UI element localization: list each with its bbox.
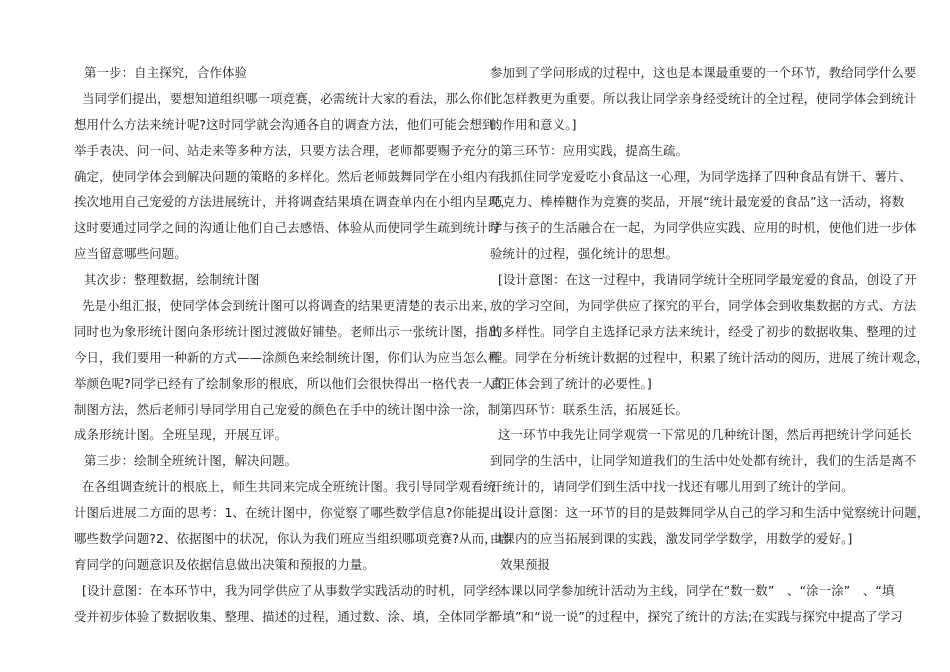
text-line: 这一环节中我先让同学观赏一下常见的几种统计图，然后再把统计学问延长	[498, 427, 912, 443]
text-line: [设计意图：这一环节的目的是鼓舞同学从自己的学习和生活中觉察统计问题，	[498, 505, 930, 521]
text-line: 这时要通过同学之间的沟通让他们自己去感悟、体验从而使同学生疏到统计时	[74, 220, 501, 236]
text-line: 成条形统计图。全班呈现，开展互评。	[74, 427, 288, 443]
text-line: 到同学的生活中，让同学知道我们的生活中处处都有统计，我们的生活是离不	[490, 453, 917, 469]
text-line: 程。同学在分析统计数据的过程中，积累了统计活动的阅历，进展了统计观念，	[490, 349, 929, 365]
text-line: 的多样性。同学自主选择记录方法来统计，经受了初步的数据收集、整理的过	[490, 323, 917, 339]
text-line: 由课内的应当拓展到课的实践，激发同学学数学，用数学的爱好。]	[490, 531, 853, 547]
text-line: 开统计的，请同学们到生活中找一找还有哪儿用到了统计的学问。	[490, 479, 854, 495]
text-line: 挨次地用自己宠爱的方法进展统计，并将调查结果填在调查单内在小组内呈现，	[74, 194, 513, 210]
text-line: 同时也为象形统计图向条形统计图过渡做好铺垫。老师出示一张统计图，指出	[74, 323, 501, 339]
text-line: 计图后进展二方面的思考：1、在统计图中，你觉察了哪些数学信息?你能提出	[74, 505, 503, 521]
text-line: 本课以同学参加统计活动为主线，同学在“数一数” 、“涂一涂” 、“填	[498, 582, 895, 598]
text-line: 应当留意哪些问题。	[74, 246, 187, 262]
text-line: 第一步：自主探究，合作体验	[84, 65, 248, 80]
text-line: 制图方法，然后老师引导同学用自己宠爱的颜色在手中的统计图中涂一涂，制	[74, 401, 501, 417]
text-line: 一填”和“说一说”的过程中，探究了统计的方法;在实践与探究中提高了学习	[490, 608, 903, 624]
text-line: 第三步：绘制全班统计图，解决问题。	[84, 453, 298, 469]
text-line: 当同学们提出，要想知道组织哪一项竞赛，必需统计大家的看法，那么你们	[82, 90, 496, 106]
text-line: 比怎样教更为重要。所以我让同学亲身经受统计的全过程，使同学体会到统计	[490, 90, 917, 106]
text-line: 参加到了学问形成的过程中，这也是本课最重要的一个环节，教给同学什么要	[490, 65, 917, 80]
text-line: 举手表决、问一问、站走来等多种方法，只要方法合理，老师都要赐予充分的	[74, 142, 501, 158]
text-line: 验统计的过程，强化统计的思想。	[490, 246, 679, 262]
text-line: [设计意图：在本环节中，我为同学供应了从事数学实践活动的时机，同学经	[82, 582, 501, 598]
text-line: 巧克力、棒棒糖作为竞赛的奖品，开展“统计最宠爱的食品”这一活动，将数	[490, 194, 905, 210]
text-line: 受并初步体验了数据收集、整理、描述的过程，通过数、涂、填，全体同学都	[74, 608, 501, 624]
text-line: 学与孩子的生活融合在一起，为同学供应实践、应用的时机，使他们进一步体	[490, 220, 917, 236]
text-line: 我抓住同学宠爱吃小食品这一心理，为同学选择了四种食品有饼干、薯片、	[498, 168, 912, 184]
text-line: 第四环节：联系生活，拓展延长。	[500, 401, 689, 417]
text-line: 真正体会到了统计的必要性。]	[490, 375, 652, 391]
text-line: 想用什么方法来统计呢?这时同学就会沟通各自的调查方法，他们可能会想到：	[74, 116, 508, 132]
text-line: 先是小组汇报，使同学体会到统计图可以将调查的结果更清楚的表示出来，	[82, 298, 496, 314]
text-line: 在各组调查统计的根底上，师生共同来完成全班统计图。我引导同学观看统	[82, 479, 496, 495]
text-line: 今日，我们要用一种新的方式——涂颜色来绘制统计图，你们认为应当怎么样	[74, 349, 501, 365]
text-line: 哪些数学问题?2、依据图中的状况，你认为我们班应当组织哪项竞赛?从而，培	[74, 531, 510, 547]
text-line: 举颜色呢?同学已经有了绘制象形的根底，所以他们会很快得出一格代表一人的	[74, 375, 508, 391]
text-line: 的作用和意义。]	[490, 116, 577, 132]
text-line: 其次步：整理数据，绘制统计图	[84, 272, 260, 288]
text-line: [设计意图：在这一过程中，我请同学统计全班同学最宠爱的食品，创设了开	[498, 272, 917, 288]
left-text-column	[74, 60, 513, 630]
text-line: 效果预报	[500, 556, 551, 572]
text-line: 育同学的问题意识及依据信息做出决策和预报的力量。	[74, 556, 375, 572]
text-line: 确定，使同学体会到解决问题的策略的多样化。然后老师鼓舞同学在小组内有	[74, 168, 501, 184]
text-line: 放的学习空间，为同学供应了探究的平台，同学体会到收集数据的方式、方法	[490, 298, 917, 314]
right-text-column	[490, 60, 930, 630]
text-line: 第三环节：应用实践，提高生疏。	[500, 142, 689, 158]
